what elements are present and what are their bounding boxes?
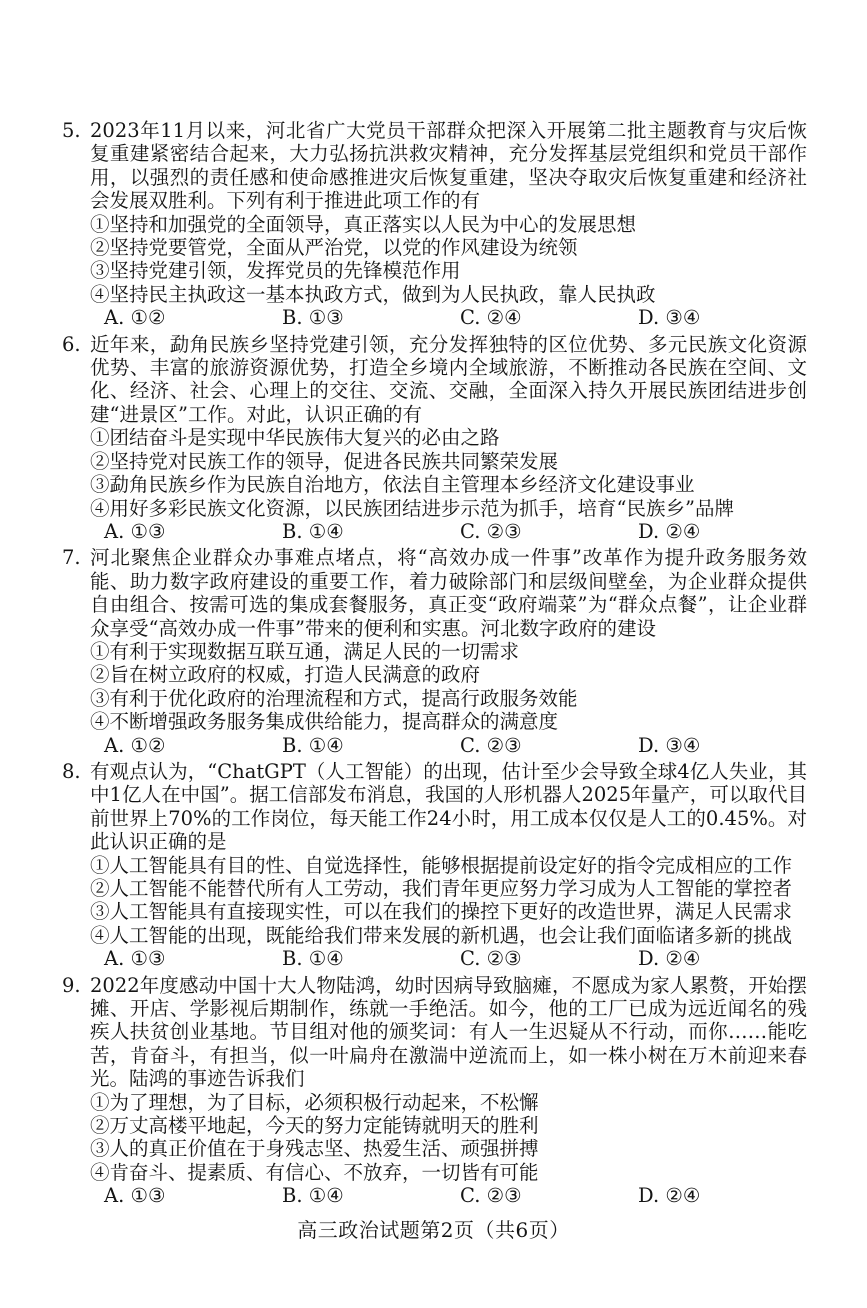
statement-option: ①为了理想，为了目标，必须积极行动起来，不松懈 [90,1090,539,1114]
answer-choices [90,734,807,757]
question-7 [62,546,807,757]
statement-option: ②坚持党对民族工作的领导，促进各民族共同繁荣发展 [90,449,559,473]
statement-option: ①有利于实现数据互联互通，满足人民的一切需求 [90,639,520,663]
answer-choices [90,306,807,329]
answer-choice-a: A. ①③ [104,519,166,543]
answer-choice-b: B. ①③ [282,306,344,330]
statement-option: ①团结奋斗是实现中华民族伟大复兴的必由之路 [90,426,500,450]
answer-choices [90,947,807,970]
statement-option: ③人的真正价值在于身残志坚、热爱生活、顽强拼搏 [90,1137,539,1161]
answer-choice-a: A. ①③ [104,1184,166,1208]
question-number: 7. [62,546,81,570]
question-number: 9. [62,973,81,997]
statement-option: ②人工智能不能替代所有人工劳动，我们青年更应努力学习成为人工智能的掌控者 [90,877,793,900]
statement-option: ④坚持民主执政这一基本执政方式，做到为人民执政，靠人民执政 [90,282,656,306]
answer-choice-b: B. ①④ [282,1184,344,1208]
question-number: 5. [62,119,81,142]
answer-choice-d: D. ②④ [638,947,701,971]
answer-choice-a: A. ①② [104,306,166,330]
question-stem: 2023年11月以来，河北省广大党员干部群众把深入开展第二批主题教育与灾后恢复重建紧密结合起来，大力弘扬抗洪救灾精神，充分发挥基层党组织和党员干部作用，以强烈的责任感和使命感推进灾后恢复重建，坚决夺取灾后恢复重建和经济社会发展双胜利。下列有利于推进此项工作的有 [90,119,807,213]
question-number: 6. [62,332,81,356]
statement-option: ②旨在树立政府的权威，打造人民满意的政府 [90,663,481,687]
question-stem: 有观点认为，“ChatGPT（人工智能）的出现，估计至少会导致全球4亿人失业，其中1亿人在中国”。据工信部发布消息，我国的人形机器人2025年量产，可以取代目前世界上70%的工作岗位，每天能工作24小时，用工成本仅仅是人工的0.45%。对此认识正确的是 [90,759,807,854]
statement-option: ④不断增强政务服务集成供给能力，提高群众的满意度 [90,710,559,734]
question-stem: 河北聚焦企业群众办事难点堵点，将“高效办成一件事”改革作为提升政务服务效能、助力数字政府建设的重要工作，着力破除部门和层级间壁垒，为企业群众提供自由组合、按需可选的集成套餐服务，真正变“政府端菜”为“群众点餐”，让企业群众享受“高效办成一件事”带来的便利和实惠。河北数字政府的建设 [90,546,807,640]
answer-choice-c: C. ②③ [460,1184,522,1208]
answer-choice-b: B. ①④ [282,733,344,757]
answer-choice-d: D. ②④ [638,1184,701,1208]
statement-option: ①坚持和加强党的全面领导，真正落实以人民为中心的发展思想 [90,212,637,236]
answer-choice-c: C. ②③ [460,733,522,757]
statement-option: ③坚持党建引领，发挥党员的先锋模范作用 [90,259,461,283]
statement-option: ②万丈高楼平地起，今天的努力定能铸就明天的胜利 [90,1114,539,1138]
answer-choice-d: D. ②④ [638,519,701,543]
answer-choice-a: A. ①② [104,733,166,757]
statement-option: ④用好多彩民族文化资源，以民族团结进步示范为抓手，培育“民族乡”品牌 [90,496,734,520]
statement-option: ④肯奋斗、提素质、有信心、不放弃，一切皆有可能 [90,1160,539,1184]
answer-choice-c: C. ②③ [460,947,522,971]
page-footer: 高三政治试题第2页（共6页） [297,1217,570,1242]
question-6 [62,333,807,544]
answer-choice-a: A. ①③ [104,947,166,971]
answer-choices [90,520,807,543]
answer-choice-d: D. ③④ [638,306,701,330]
statement-option: ③勐角民族乡作为民族自治地方，依法自主管理本乡经济文化建设事业 [90,473,695,497]
answer-choice-c: C. ②④ [460,306,522,330]
answer-choice-b: B. ①④ [282,947,344,971]
question-5 [62,119,807,330]
answer-choice-c: C. ②③ [460,519,522,543]
statement-option: ③有利于优化政府的治理流程和方式，提高行政服务效能 [90,686,578,710]
statement-option: ②坚持党要管党，全面从严治党，以党的作风建设为统领 [90,236,578,260]
question-stem: 近年来，勐角民族乡坚持党建引领，充分发挥独特的区位优势、多元民族文化资源优势、丰富的旅游资源优势，打造全乡境内全域旅游，不断推动各民族在空间、文化、经济、社会、心理上的交往、交流、交融，全面深入持久开展民族团结进步创建“进景区”工作。对此，认识正确的有 [90,332,807,426]
statement-option: ④人工智能的出现，既能给我们带来发展的新机遇，也会让我们面临诸多新的挑战 [90,923,793,947]
statement-option: ①人工智能具有目的性、自觉选择性，能够根据提前设定好的指令完成相应的工作 [90,853,793,877]
question-8 [62,760,807,971]
answer-choices [90,1184,807,1207]
question-9 [62,974,807,1208]
answer-choice-b: B. ①④ [282,519,344,543]
answer-choice-d: D. ③④ [638,733,701,757]
question-stem: 2022年度感动中国十大人物陆鸿，幼时因病导致脑瘫，不愿成为家人累赘，开始摆摊、开店、学影视后期制作，练就一手绝活。如今，他的工厂已成为远近闻名的残疾人扶贫创业基地。节目组对他的颁奖词：有人一生迟疑从不行动，而你……能吃苦，肯奋斗，有担当，似一叶扁舟在激湍中逆流而上，如一株小树在万木前迎来春光。陆鸿的事迹告诉我们 [90,973,807,1091]
question-number: 8. [62,759,81,783]
statement-option: ③人工智能具有直接现实性，可以在我们的操控下更好的改造世界，满足人民需求 [90,900,793,924]
